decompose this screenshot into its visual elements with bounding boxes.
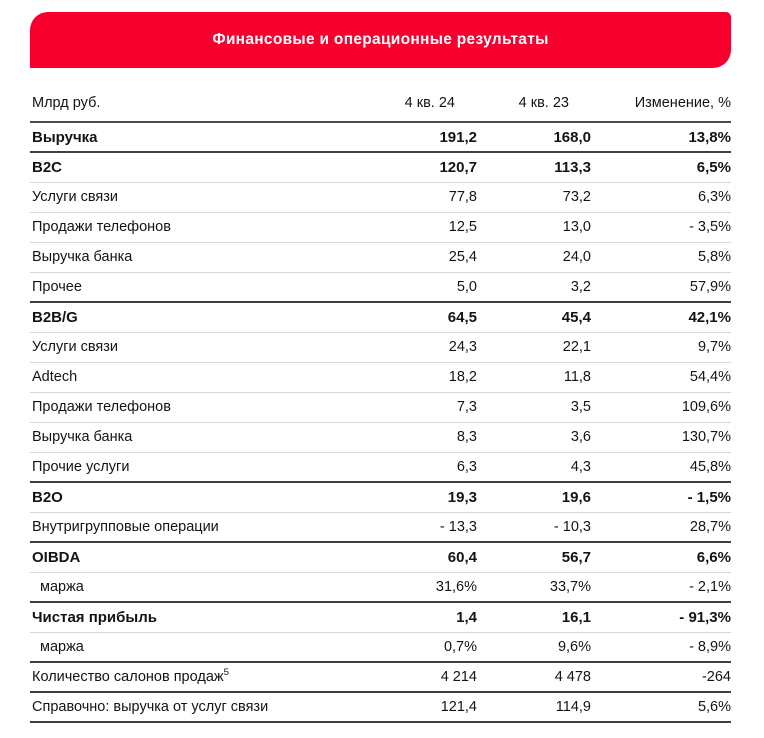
row-label: Прочее <box>30 272 363 302</box>
value-change: - 1,5% <box>591 482 731 512</box>
table-row <box>30 632 731 662</box>
value-change: - 3,5% <box>591 212 731 242</box>
value-q4-23: 33,7% <box>477 572 591 602</box>
row-label: маржа <box>30 572 363 602</box>
row-label: Продажи телефонов <box>30 392 363 422</box>
value-q4-23: 168,0 <box>477 122 591 152</box>
row-label: B2O <box>30 482 363 512</box>
table-header <box>30 85 731 122</box>
value-q4-24: 64,5 <box>363 302 477 332</box>
value-q4-24: 31,6% <box>363 572 477 602</box>
row-label: B2B/G <box>30 302 363 332</box>
row-label: Внутригрупповые операции <box>30 512 363 542</box>
value-q4-24: 191,2 <box>363 122 477 152</box>
value-q4-23: 113,3 <box>477 152 591 182</box>
row-label: Чистая прибыль <box>30 602 363 632</box>
value-change: 6,3% <box>591 182 731 212</box>
value-q4-23: 9,6% <box>477 632 591 662</box>
value-change: 130,7% <box>591 422 731 452</box>
table-row <box>30 242 731 272</box>
table-row <box>30 452 731 482</box>
value-q4-23: 45,4 <box>477 302 591 332</box>
value-q4-23: 56,7 <box>477 542 591 572</box>
value-q4-24: 0,7% <box>363 632 477 662</box>
value-q4-23: 19,6 <box>477 482 591 512</box>
value-change: 5,8% <box>591 242 731 272</box>
table-row <box>30 332 731 362</box>
value-q4-24: 4 214 <box>363 662 477 692</box>
value-q4-23: 73,2 <box>477 182 591 212</box>
table-row <box>30 152 731 182</box>
value-q4-23: 24,0 <box>477 242 591 272</box>
table-row <box>30 272 731 302</box>
value-q4-23: 114,9 <box>477 692 591 722</box>
value-q4-24: - 13,3 <box>363 512 477 542</box>
table-row <box>30 572 731 602</box>
column-header-q4-23: 4 кв. 23 <box>518 95 569 111</box>
row-label: Услуги связи <box>30 332 363 362</box>
row-label: Adtech <box>30 362 363 392</box>
value-q4-24: 5,0 <box>363 272 477 302</box>
value-change: 6,6% <box>591 542 731 572</box>
financial-results-table <box>30 85 731 723</box>
row-label: Прочие услуги <box>30 452 363 482</box>
table-row <box>30 302 731 332</box>
value-change: - 8,9% <box>591 632 731 662</box>
row-label: Продажи телефонов <box>30 212 363 242</box>
table-row <box>30 122 731 152</box>
table-row <box>30 662 731 692</box>
row-label: Услуги связи <box>30 182 363 212</box>
value-q4-24: 120,7 <box>363 152 477 182</box>
value-change: 5,6% <box>591 692 731 722</box>
value-q4-23: 4 478 <box>477 662 591 692</box>
column-header-unit: Млрд руб. <box>32 95 101 111</box>
page-title: Финансовые и операционные результаты <box>212 31 549 48</box>
row-label: OIBDA <box>30 542 363 572</box>
column-header-change: Изменение, % <box>634 95 731 111</box>
value-q4-24: 6,3 <box>363 452 477 482</box>
value-q4-23: 4,3 <box>477 452 591 482</box>
value-change: 13,8% <box>591 122 731 152</box>
value-q4-23: - 10,3 <box>477 512 591 542</box>
table-row <box>30 482 731 512</box>
value-change: 28,7% <box>591 512 731 542</box>
value-q4-23: 3,5 <box>477 392 591 422</box>
value-change: 6,5% <box>591 152 731 182</box>
value-change: 109,6% <box>591 392 731 422</box>
table-row <box>30 182 731 212</box>
value-change: -264 <box>591 662 731 692</box>
title-banner <box>30 12 731 68</box>
row-label: Справочно: выручка от услуг связи <box>30 692 363 722</box>
value-change: 57,9% <box>591 272 731 302</box>
table-row <box>30 392 731 422</box>
value-q4-24: 8,3 <box>363 422 477 452</box>
value-q4-24: 12,5 <box>363 212 477 242</box>
value-q4-23: 11,8 <box>477 362 591 392</box>
value-q4-24: 18,2 <box>363 362 477 392</box>
column-header-q4-24: 4 кв. 24 <box>404 95 455 111</box>
table-row <box>30 422 731 452</box>
value-change: - 2,1% <box>591 572 731 602</box>
value-q4-23: 22,1 <box>477 332 591 362</box>
value-q4-23: 16,1 <box>477 602 591 632</box>
table-row <box>30 512 731 542</box>
value-q4-23: 13,0 <box>477 212 591 242</box>
table-row <box>30 692 731 722</box>
value-q4-24: 77,8 <box>363 182 477 212</box>
row-label: Выручка <box>30 122 363 152</box>
value-q4-24: 19,3 <box>363 482 477 512</box>
row-label: маржа <box>30 632 363 662</box>
table-row <box>30 602 731 632</box>
value-change: 42,1% <box>591 302 731 332</box>
row-label: Количество салонов продаж$^5$ <box>30 662 363 692</box>
value-q4-24: 60,4 <box>363 542 477 572</box>
footnote-marker: 5 <box>223 667 229 679</box>
table-row <box>30 212 731 242</box>
value-change: 9,7% <box>591 332 731 362</box>
header-row <box>30 85 731 122</box>
row-label: Выручка банка <box>30 242 363 272</box>
row-label: Выручка банка <box>30 422 363 452</box>
value-change: 45,8% <box>591 452 731 482</box>
value-change: - 91,3% <box>591 602 731 632</box>
value-q4-24: 121,4 <box>363 692 477 722</box>
value-q4-24: 7,3 <box>363 392 477 422</box>
value-q4-24: 25,4 <box>363 242 477 272</box>
table-body <box>30 122 731 722</box>
value-q4-23: 3,2 <box>477 272 591 302</box>
value-q4-23: 3,6 <box>477 422 591 452</box>
table-row <box>30 542 731 572</box>
value-q4-24: 24,3 <box>363 332 477 362</box>
value-q4-24: 1,4 <box>363 602 477 632</box>
value-change: 54,4% <box>591 362 731 392</box>
row-label: B2C <box>30 152 363 182</box>
table-row <box>30 362 731 392</box>
